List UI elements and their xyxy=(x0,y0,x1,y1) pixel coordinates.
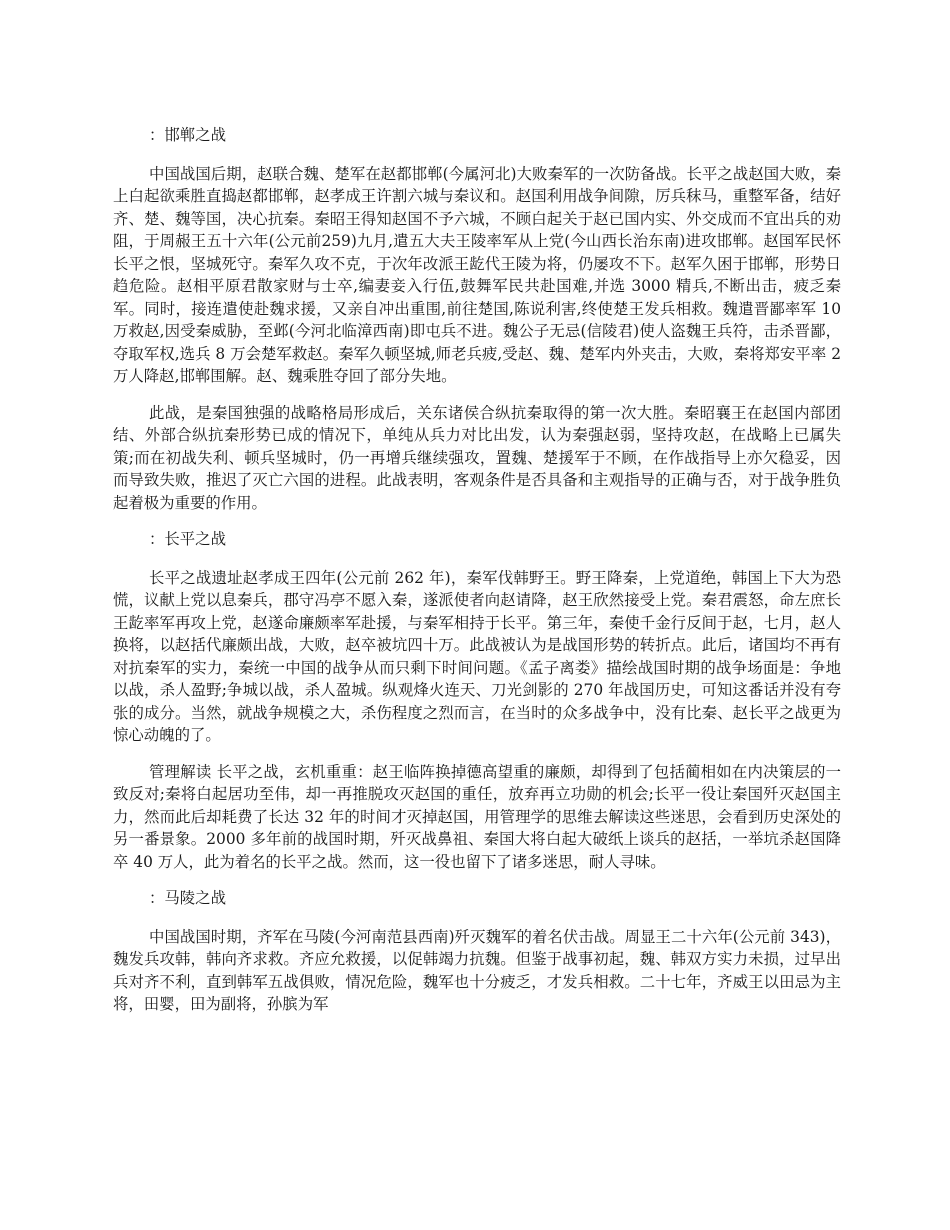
paragraph-changping-2: 管理解读 长平之战，玄机重重：赵王临阵换掉德高望重的廉颇，却得到了包括蔺相如在内决策层的一致反对;秦将白起居功至伟，却一再推脱攻灭赵国的重任，放弃再立功勋的机会;长平一役让秦国歼灭赵国主力，然而此后却耗费了长达 32 年的时间才灭掉赵国，用管理学的思维去解读这些迷思，会看到历史深处的另一番景象。2000 多年前的战国时期，歼灭战鼻祖、秦国大将白起大破纸上谈兵的赵括，一举坑杀赵国降卒 40 万人，此为着名的长平之战。然而，这一役也留下了诸多迷思，耐人寻味。 xyxy=(113,762,841,871)
paragraph-handan-1: 中国战国后期，赵联合魏、楚军在赵都邯郸(今属河北)大败秦军的一次防备战。长平之战赵国大败，秦上白起欲乘胜直捣赵都邯郸，赵孝成王许割六城与秦议和。赵国利用战争间隙，厉兵秣马，重整军备，结好齐、楚、魏等国，决心抗秦。秦昭王得知赵国不予六城，不顾白起关于赵已国内实、外交成而不宜出兵的劝阻，于周赧王五十六年(公元前259)九月,遣五大夫王陵率军从上党(今山西长治东南)进攻邯郸。赵国军民怀长平之恨，坚城死守。秦军久攻不克，于次年改派王龁代王陵为将，仍屡攻不下。赵军久困于邯郸，形势日趋危险。赵相平原君散家财与士卒,编妻妾入行伍,鼓舞军民共赴国难,并选 3000 精兵,不断出击，疲乏秦军。同时，接连遣使赴魏求援，又亲自冲出重围,前往楚国,陈说利害,终使楚王发兵相救。魏遣晋鄙率军 10 万救赵,因受秦威胁，至邺(今河北临漳西南)即屯兵不进。魏公子无忌(信陵君)使人盗魏王兵符，击杀晋鄙，夺取军权,选兵 8 万会楚军救赵。秦军久顿坚城,师老兵疲,受赵、魏、楚军内外夹击，大败，秦将郑安平率 2 万人降赵,邯郸围解。赵、魏乘胜夺回了部分失地。 xyxy=(113,164,841,385)
section-heading-changping: ：长平之战 xyxy=(149,530,226,548)
paragraph-changping-1: 长平之战遗址赵孝成王四年(公元前 262 年)，秦军伐韩野王。野王降秦，上党道绝，韩国上下大为恐慌，议献上党以息秦兵，郡守冯亭不愿入秦，遂派使者向赵请降，赵王欣然接受上党。秦君震怒，命左庶长王龁率军再攻上党，赵遂命廉颇率军赴援，与秦军相持于长平。第三年，秦使千金行反间于赵，七月，赵人换将，以赵括代廉颇出战，大败，赵卒被坑四十万。此战被认为是战国形势的转折点。此后，诸国均不再有对抗秦军的实力，秦统一中国的战争从而只剩下时间问题。《孟子离娄》描绘战国时期的战争场面是：争地以战，杀人盈野;争城以战，杀人盈城。纵观烽火连天、刀光剑影的 270 年战国历史，可知这番话并没有夸张的成分。当然，就战争规模之大，杀伤程度之烈而言，在当时的众多战争中，没有比秦、赵长平之战更为惊心动魄的了。 xyxy=(113,568,841,744)
paragraph-handan-2: 此战，是秦国独强的战略格局形成后，关东诸侯合纵抗秦取得的第一次大胜。秦昭襄王在赵国内部团结、外部合纵抗秦形势已成的情况下，单纯从兵力对比出发，认为秦强赵弱，坚持攻赵，在战略上已属失策;而在初战失利、顿兵坚城时，仍一再增兵继续强攻，置魏、楚援军于不顾，在作战指导上亦欠稳妥，因而导致失败，推迟了灭亡六国的进程。此战表明，客观条件是否具备和主观指导的正确与否，对于战争胜负起着极为重要的作用。 xyxy=(113,403,841,512)
section-heading-maling: ：马陵之战 xyxy=(149,889,226,907)
paragraph-maling-1: 中国战国时期，齐军在马陵(今河南范县西南)歼灭魏军的着名伏击战。周显王二十六年(公元前 343)，魏发兵攻韩，韩向齐求救。齐应允救援，以促韩竭力抗魏。但鉴于战事初起，魏、韩双方实力未损，过早出兵对齐不利，直到韩军五战俱败，情况危险，魏军也十分疲乏，才发兵相救。二十七年，齐威王以田忌为主将，田婴，田为副将，孙膑为军 xyxy=(113,927,841,1013)
document-page xyxy=(113,124,841,1016)
section-heading-handan: ：邯郸之战 xyxy=(149,126,226,144)
